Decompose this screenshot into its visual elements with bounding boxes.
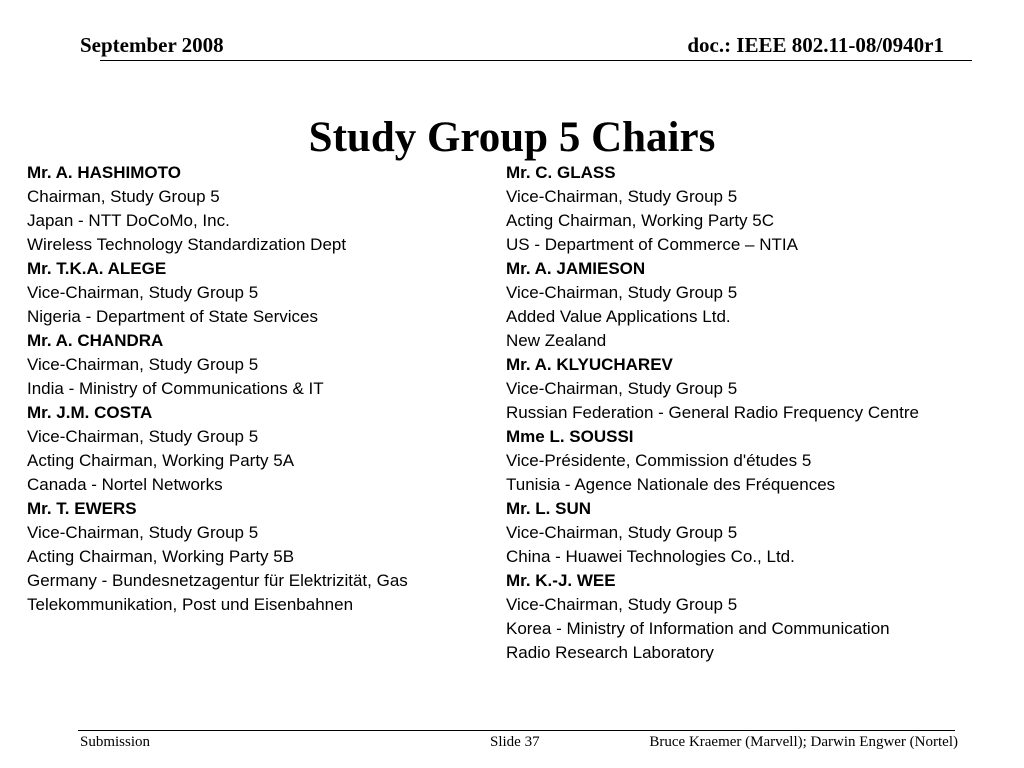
footer-submission: Submission <box>80 734 151 750</box>
person-entry <box>27 161 408 257</box>
person-entry <box>27 497 408 617</box>
person-detail: China - Huawei Technologies Co., Ltd. <box>506 547 795 566</box>
person-detail: Wireless Technology Standardization Dept <box>27 235 347 254</box>
person-detail: Acting Chairman, Working Party 5A <box>27 451 295 470</box>
person-name: Mr. L. SUN <box>506 499 592 518</box>
person-detail: Vice-Chairman, Study Group 5 <box>27 523 259 542</box>
person-entry <box>506 353 919 425</box>
person-name: Mme L. SOUSSI <box>506 427 634 446</box>
person-detail: Vice-Chairman, Study Group 5 <box>27 427 259 446</box>
person-detail: Telekommunikation, Post und Eisenbahnen <box>27 595 354 614</box>
left-column <box>27 161 408 617</box>
person-detail: Vice-Chairman, Study Group 5 <box>27 355 259 374</box>
person-detail: Vice-Présidente, Commission d'études 5 <box>506 451 812 470</box>
person-entry <box>506 497 919 569</box>
person-detail: Russian Federation - General Radio Frequency Centre <box>506 403 919 422</box>
person-name: Mr. T. EWERS <box>27 499 137 518</box>
person-entry <box>27 257 408 329</box>
person-detail: India - Ministry of Communications & IT <box>27 379 324 398</box>
person-entry <box>27 329 408 401</box>
person-detail: Nigeria - Department of State Services <box>27 307 319 326</box>
person-name: Mr. C. GLASS <box>506 163 616 182</box>
person-entry <box>506 257 919 353</box>
footer-slide-number: Slide 37 <box>490 734 540 750</box>
person-entry <box>506 569 919 665</box>
person-entry <box>27 401 408 497</box>
person-detail: Radio Research Laboratory <box>506 643 714 662</box>
header-divider <box>100 60 972 61</box>
footer-divider <box>78 730 955 731</box>
header-doc-id: doc.: IEEE 802.11-08/0940r1 <box>687 33 944 57</box>
person-detail: Acting Chairman, Working Party 5B <box>27 547 295 566</box>
person-detail: Vice-Chairman, Study Group 5 <box>27 283 259 302</box>
person-detail: Japan - NTT DoCoMo, Inc. <box>27 211 230 230</box>
person-name: Mr. T.K.A. ALEGE <box>27 259 167 278</box>
person-detail: US - Department of Commerce – NTIA <box>506 235 798 254</box>
person-detail: Added Value Applications Ltd. <box>506 307 731 326</box>
person-detail: New Zealand <box>506 331 607 350</box>
header-date: September 2008 <box>80 33 224 57</box>
person-detail: Korea - Ministry of Information and Communication <box>506 619 890 638</box>
right-column <box>506 161 919 665</box>
person-name: Mr. J.M. COSTA <box>27 403 153 422</box>
person-detail: Vice-Chairman, Study Group 5 <box>506 283 738 302</box>
slide-title: Study Group 5 Chairs <box>308 114 716 161</box>
person-detail: Chairman, Study Group 5 <box>27 187 220 206</box>
person-detail: Acting Chairman, Working Party 5C <box>506 211 775 230</box>
person-entry <box>506 161 919 257</box>
person-name: Mr. A. KLYUCHAREV <box>506 355 673 374</box>
person-detail: Vice-Chairman, Study Group 5 <box>506 187 738 206</box>
person-detail: Germany - Bundesnetzagentur für Elektrizität, Gas <box>27 571 408 590</box>
person-name: Mr. A. HASHIMOTO <box>27 163 181 182</box>
person-entry <box>506 425 919 497</box>
person-name: Mr. A. JAMIESON <box>506 259 646 278</box>
person-detail: Tunisia - Agence Nationale des Fréquences <box>506 475 836 494</box>
person-name: Mr. K.-J. WEE <box>506 571 616 590</box>
person-detail: Vice-Chairman, Study Group 5 <box>506 379 738 398</box>
person-detail: Vice-Chairman, Study Group 5 <box>506 595 738 614</box>
person-name: Mr. A. CHANDRA <box>27 331 164 350</box>
person-detail: Vice-Chairman, Study Group 5 <box>506 523 738 542</box>
footer-author: Bruce Kraemer (Marvell); Darwin Engwer (Nortel) <box>649 734 958 750</box>
person-detail: Canada - Nortel Networks <box>27 475 223 494</box>
